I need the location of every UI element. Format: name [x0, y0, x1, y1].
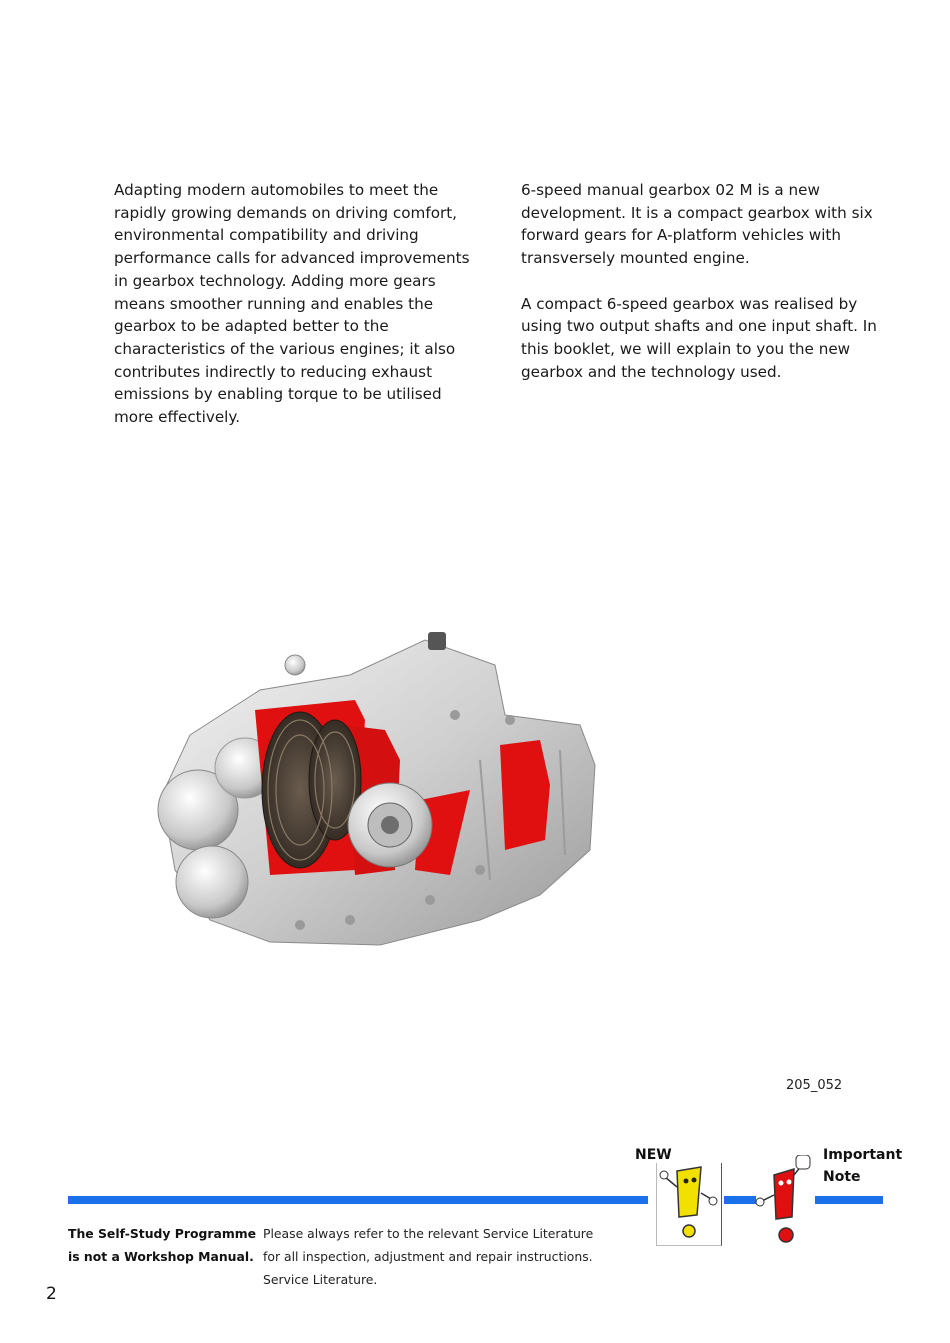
exclamation-new-icon — [657, 1163, 721, 1245]
note-line: Service Literature. — [263, 1272, 378, 1287]
new-label: NEW — [635, 1147, 672, 1163]
intro-right-column — [521, 179, 891, 383]
disclaimer-title — [68, 1222, 256, 1268]
note-line: for all inspection, adjustment and repair instructions. — [263, 1249, 593, 1264]
intro-left-paragraph: Adapting modern automobiles to meet the rapidly growing demands on driving comfort, environmental compatibility and driving performance calls for advanced improvements in gearbox technology. Adding more gears means smoother running and enables the gearbox to be adapted better to the characteristics of the various engines; it also contributes indirectly to reducing exhaust emissions by enabling torque to be utilised more effectively. — [114, 181, 470, 427]
page-number: 2 — [46, 1284, 57, 1304]
intro-left-column — [114, 179, 484, 429]
new-icon — [656, 1163, 722, 1246]
disclaimer-line: is not a Workshop Manual. — [68, 1249, 254, 1264]
footer-rule — [68, 1196, 648, 1204]
figure-code: 205_052 — [786, 1078, 843, 1093]
intro-right-paragraph-2: A compact 6-speed gearbox was realised by using two output shafts and one input shaft. In this booklet, we will explain to you the new gearbox and the technology used. — [521, 294, 877, 381]
note-line: Please always refer to the relevant Service Literature — [263, 1226, 594, 1241]
gearbox-cutaway-illustration — [150, 620, 610, 970]
intro-right-paragraph-1: 6-speed manual gearbox 02 M is a new development. It is a compact gearbox with six forward gears for A-platform vehicles with transversely mounted engine. — [521, 181, 873, 268]
disclaimer-line: The Self-Study Programme — [68, 1226, 257, 1241]
exclamation-note-icon — [752, 1155, 816, 1245]
service-literature-note — [263, 1222, 593, 1291]
footer-rule-segment — [815, 1196, 883, 1204]
important-note-label: Important Note — [823, 1147, 903, 1185]
